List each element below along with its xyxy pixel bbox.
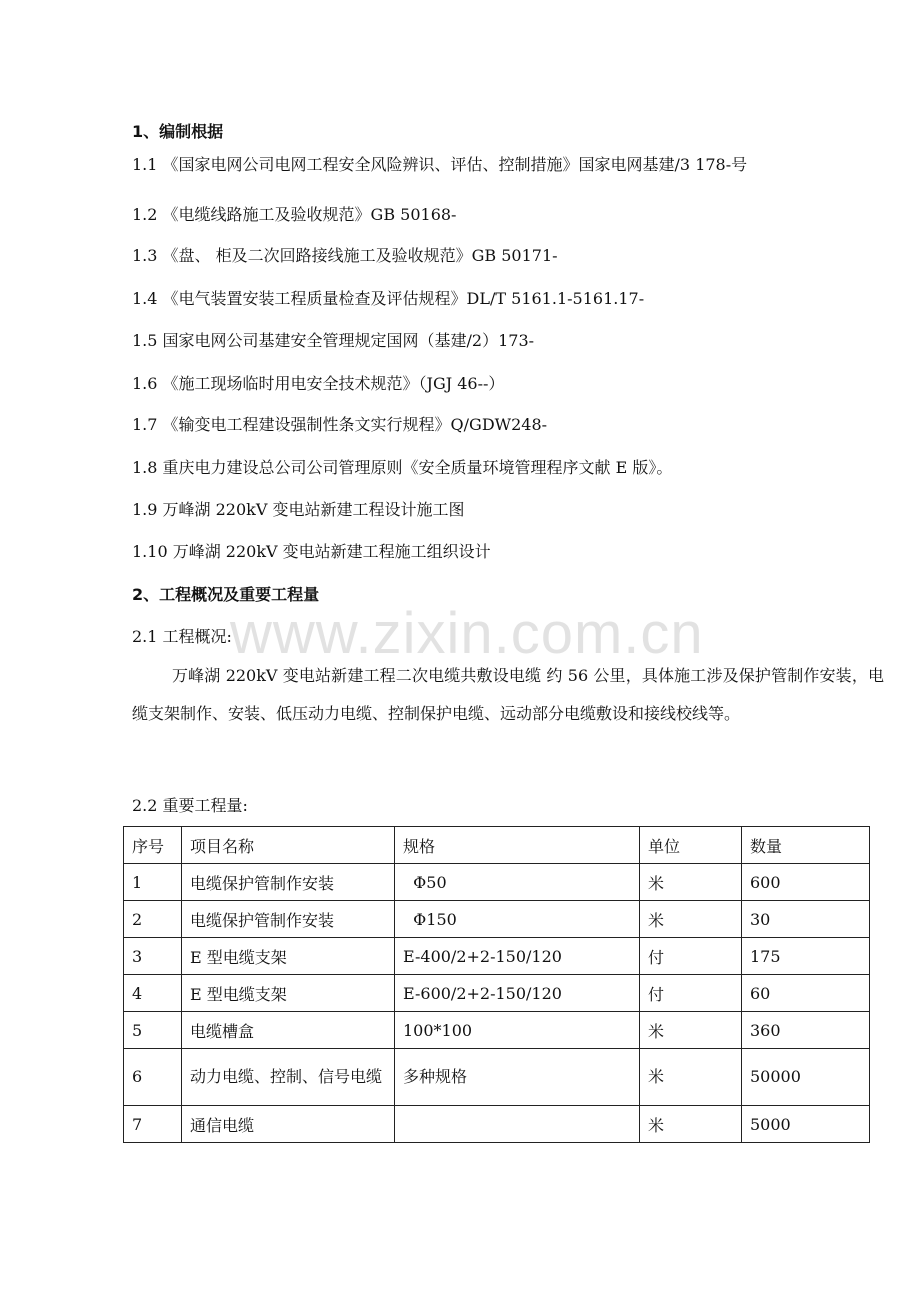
table-row [124, 975, 870, 1012]
cell-spec: 100*100 [395, 1012, 640, 1049]
cell-unit: 米 [640, 1049, 742, 1106]
header-item-name: 项目名称 [182, 827, 395, 864]
cell-index: 6 [124, 1049, 182, 1106]
table-row [124, 901, 870, 938]
cell-quantity: 175 [742, 938, 870, 975]
cell-spec: 多种规格 [395, 1049, 640, 1106]
table-row [124, 938, 870, 975]
reference-item-9: 1.9 万峰湖 220kV 变电站新建工程设计施工图 [132, 500, 465, 519]
cell-unit: 米 [640, 1012, 742, 1049]
cell-spec: E-400/2+2-150/120 [395, 938, 640, 975]
reference-item-10: 1.10 万峰湖 220kV 变电站新建工程施工组织设计 [132, 542, 491, 561]
cell-index: 3 [124, 938, 182, 975]
reference-item-4: 1.4 《电气装置安装工程质量检查及评估规程》DL/T 5161.1-5161.17- [132, 289, 645, 308]
cell-item-name: 电缆槽盒 [182, 1012, 395, 1049]
cell-index: 7 [124, 1106, 182, 1143]
cell-unit: 付 [640, 975, 742, 1012]
watermark: www.zixin.com.cn [230, 601, 704, 666]
cell-index: 2 [124, 901, 182, 938]
cell-spec: E-600/2+2-150/120 [395, 975, 640, 1012]
cell-quantity: 600 [742, 864, 870, 901]
cell-item-name: E 型电缆支架 [182, 975, 395, 1012]
work-quantity-table [123, 826, 870, 1143]
section2-heading: 2、工程概况及重要工程量 [132, 585, 320, 604]
header-index: 序号 [124, 827, 182, 864]
header-spec: 规格 [395, 827, 640, 864]
table-row [124, 1049, 870, 1106]
table-row [124, 864, 870, 901]
cell-unit: 米 [640, 1106, 742, 1143]
cell-spec: Φ150 [395, 901, 640, 938]
header-unit: 单位 [640, 827, 742, 864]
cell-quantity: 360 [742, 1012, 870, 1049]
reference-item-7: 1.7 《输变电工程建设强制性条文实行规程》Q/GDW248- [132, 415, 548, 434]
cell-spec: Φ50 [395, 864, 640, 901]
reference-item-2: 1.2 《电缆线路施工及验收规范》GB 50168- [132, 205, 457, 224]
section1-heading: 1、编制根据 [132, 122, 224, 141]
cell-item-name: E 型电缆支架 [182, 938, 395, 975]
cell-unit: 米 [640, 901, 742, 938]
cell-quantity: 50000 [742, 1049, 870, 1106]
cell-item-name: 电缆保护管制作安装 [182, 864, 395, 901]
reference-item-5: 1.5 国家电网公司基建安全管理规定国网（基建/2）173- [132, 331, 535, 350]
cell-spec [395, 1106, 640, 1143]
reference-item-3: 1.3 《盘、 柜及二次回路接线施工及验收规范》GB 50171- [132, 246, 558, 265]
table-row [124, 1106, 870, 1143]
cell-index: 1 [124, 864, 182, 901]
cell-item-name: 电缆保护管制作安装 [182, 901, 395, 938]
reference-item-6: 1.6 《施工现场临时用电安全技术规范》（JGJ 46--） [132, 374, 505, 393]
cell-quantity: 30 [742, 901, 870, 938]
cell-quantity: 5000 [742, 1106, 870, 1143]
table-row [124, 1012, 870, 1049]
cell-unit: 米 [640, 864, 742, 901]
cell-item-name: 动力电缆、控制、信号电缆 [182, 1049, 395, 1106]
reference-item-8: 1.8 重庆电力建设总公司公司管理原则《安全质量环境管理程序文献 E 版》。 [132, 458, 673, 477]
overview-subheading: 2.1 工程概况: [132, 627, 232, 646]
cell-index: 4 [124, 975, 182, 1012]
table-header-row [124, 827, 870, 864]
quantities-subheading: 2.2 重要工程量: [132, 796, 248, 815]
cell-index: 5 [124, 1012, 182, 1049]
cell-quantity: 60 [742, 975, 870, 1012]
overview-paragraph: 万峰湖 220kV 变电站新建工程二次电缆共敷设电缆 约 56 公里，具体施工涉及保护管制作安装，电缆支架制作、安装、低压动力电缆、控制保护电缆、远动部分电缆敷设和接线校线等。 [132, 666, 884, 723]
cell-unit: 付 [640, 938, 742, 975]
header-quantity: 数量 [742, 827, 870, 864]
cell-item-name: 通信电缆 [182, 1106, 395, 1143]
reference-item-1: 1.1 《国家电网公司电网工程安全风险辨识、评估、控制措施》国家电网基建/3 178-号 [132, 155, 748, 174]
